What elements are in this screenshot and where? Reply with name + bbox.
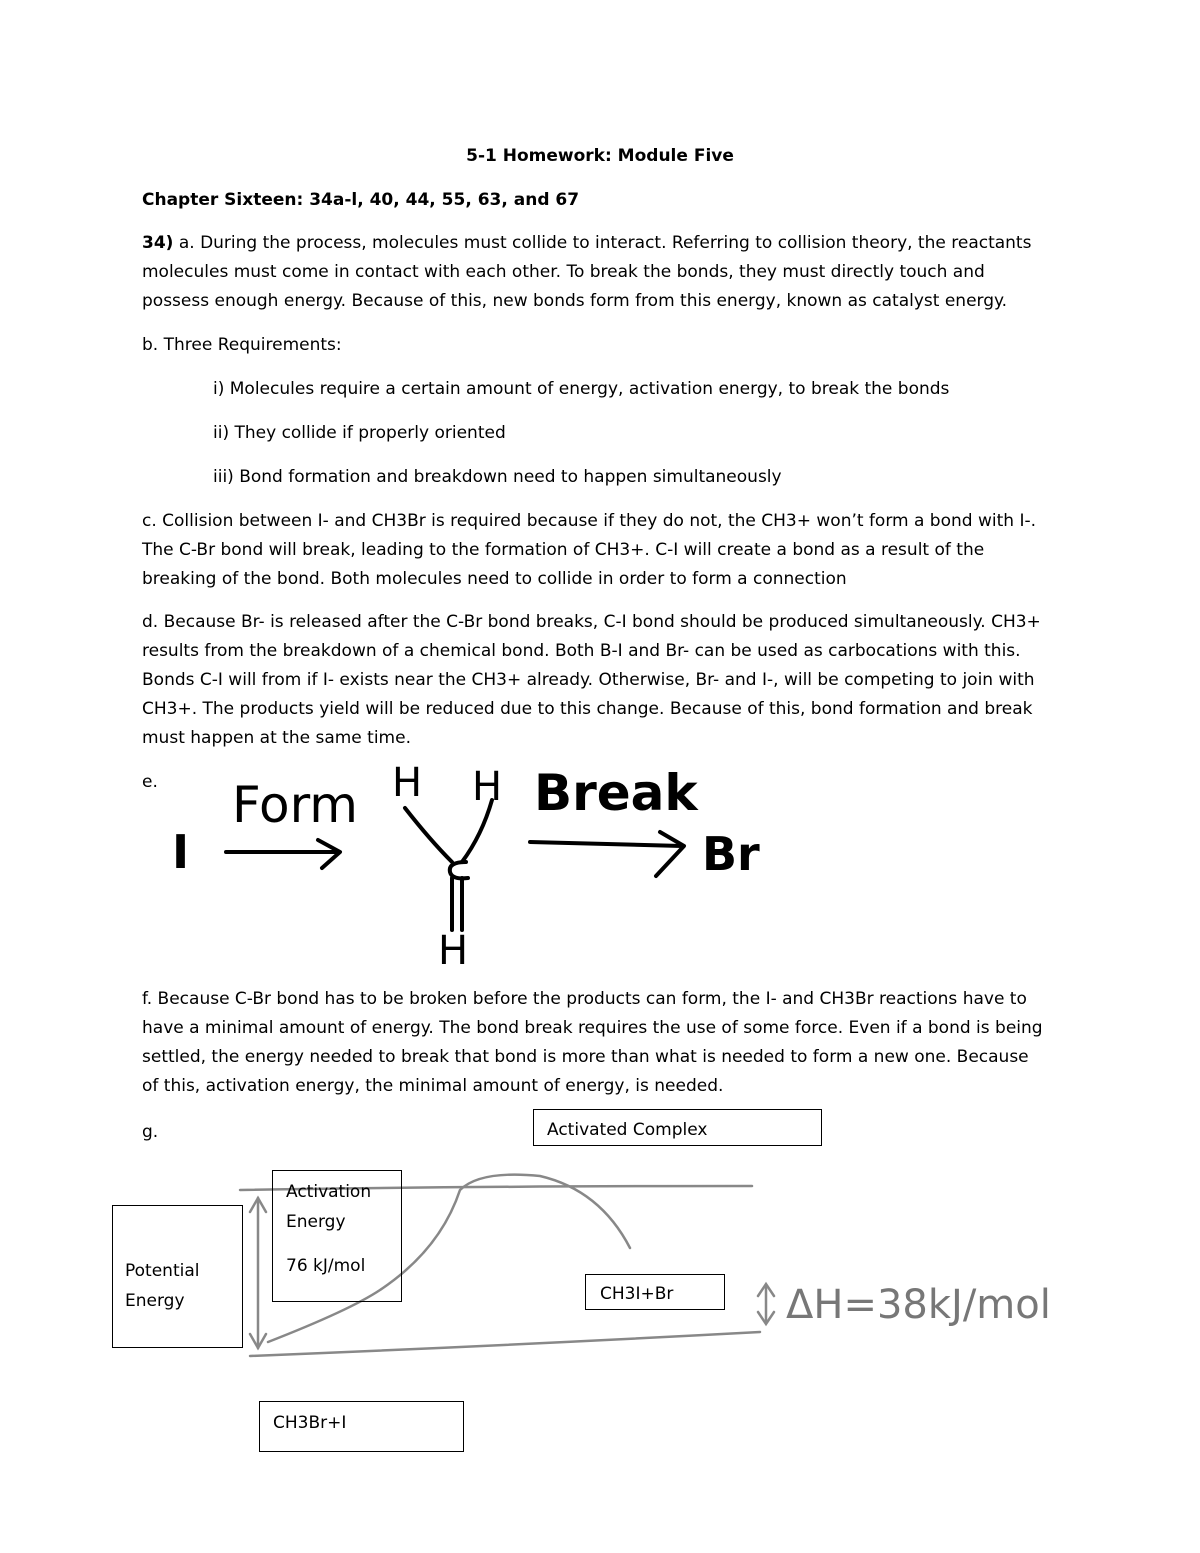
q34c-line-3: breaking of the bond. Both molecules need to collide in order to form a connection bbox=[142, 569, 847, 589]
form-label: Form bbox=[232, 776, 358, 834]
carbon-atom: C bbox=[444, 873, 449, 880]
break-label: Break bbox=[534, 764, 698, 822]
q34g-label: g. bbox=[142, 1122, 159, 1142]
q34a-line-3: possess enough energy. Because of this, new bonds form from this energy, known as catalyst energy. bbox=[142, 291, 1008, 311]
q34f-line-2: have a minimal amount of energy. The bond break requires the use of some force. Even if a bond is being bbox=[142, 1018, 1043, 1038]
q34d-line-2: results from the breakdown of a chemical bond. Both B-I and Br- can be used as carbocations with this. bbox=[142, 641, 1021, 661]
q34d-line-5: must happen at the same time. bbox=[142, 728, 411, 748]
q34e-label: e. bbox=[142, 772, 158, 792]
q34a-line-2: molecules must come in contact with each other. To break the bonds, they must directly touch and bbox=[142, 262, 985, 282]
potential-energy-box bbox=[112, 1205, 243, 1348]
potential-label: Potential bbox=[125, 1261, 200, 1281]
activated-complex-label: Activated Complex bbox=[547, 1120, 708, 1140]
q34f-line-1: f. Because C-Br bond has to be broken before the products can form, the I- and CH3Br reactions have to bbox=[142, 989, 1027, 1009]
q34f-line-3: settled, the energy needed to break that bond is more than what is needed to form a new one. Because bbox=[142, 1047, 1029, 1067]
q34b-item-2: ii) They collide if properly oriented bbox=[213, 423, 506, 443]
q34d-line-4: CH3+. The products yield will be reduced due to this change. Because of this, bond formation and break bbox=[142, 699, 1033, 719]
reactant-level-line bbox=[250, 1332, 760, 1356]
activation-label: Activation bbox=[286, 1182, 372, 1202]
reactants-label: CH3Br+I bbox=[273, 1413, 347, 1433]
hydrogen-top-right: H bbox=[472, 764, 503, 810]
question-number: 34) bbox=[142, 233, 174, 253]
activation-energy-label: Energy bbox=[286, 1212, 346, 1232]
chapter-heading: Chapter Sixteen: 34a-l, 40, 44, 55, 63, and 67 bbox=[142, 190, 580, 210]
q34a-line-1: 34) a. During the process, molecules must collide to interact. Referring to collision theory, the reactants bbox=[142, 233, 1032, 253]
q34d-line-3: Bonds C-I will from if I- exists near the CH3+ already. Otherwise, Br- and I-, will be competing to join with bbox=[142, 670, 1035, 690]
activated-complex-box bbox=[533, 1109, 822, 1146]
potential-energy-label: Energy bbox=[125, 1291, 185, 1311]
hydrogen-bottom: H bbox=[438, 928, 469, 974]
products-box bbox=[585, 1274, 725, 1310]
bromine-atom: Br bbox=[702, 827, 760, 881]
q34c-line-2: The C-Br bond will break, leading to the formation of CH3+. C-I will create a bond as a result of the bbox=[142, 540, 985, 560]
q34b-title: b. Three Requirements: bbox=[142, 335, 342, 355]
activation-energy-box bbox=[272, 1170, 402, 1302]
q34b-item-3: iii) Bond formation and breakdown need to happen simultaneously bbox=[213, 467, 782, 487]
reactants-box bbox=[259, 1401, 464, 1452]
products-label: CH3I+Br bbox=[600, 1284, 674, 1304]
activation-energy-value: 76 kJ/mol bbox=[286, 1256, 366, 1276]
q34b-item-1: i) Molecules require a certain amount of energy, activation energy, to break the bonds bbox=[213, 379, 950, 399]
q34f-line-4: of this, activation energy, the minimal amount of energy, is needed. bbox=[142, 1076, 724, 1096]
q34c-line-1: c. Collision between I- and CH3Br is required because if they do not, the CH3+ won’t form a bond with I-. bbox=[142, 511, 1036, 531]
page-title: 5-1 Homework: Module Five bbox=[466, 146, 734, 166]
delta-h-handwritten: ΔH=38kJ/mol bbox=[786, 1282, 1051, 1328]
q34d-line-1: d. Because Br- is released after the C-Br bond breaks, C-I bond should be produced simultaneously. CH3+ bbox=[142, 612, 1041, 632]
hydrogen-top-left: H bbox=[392, 760, 423, 806]
iodine-atom: I bbox=[172, 825, 190, 879]
